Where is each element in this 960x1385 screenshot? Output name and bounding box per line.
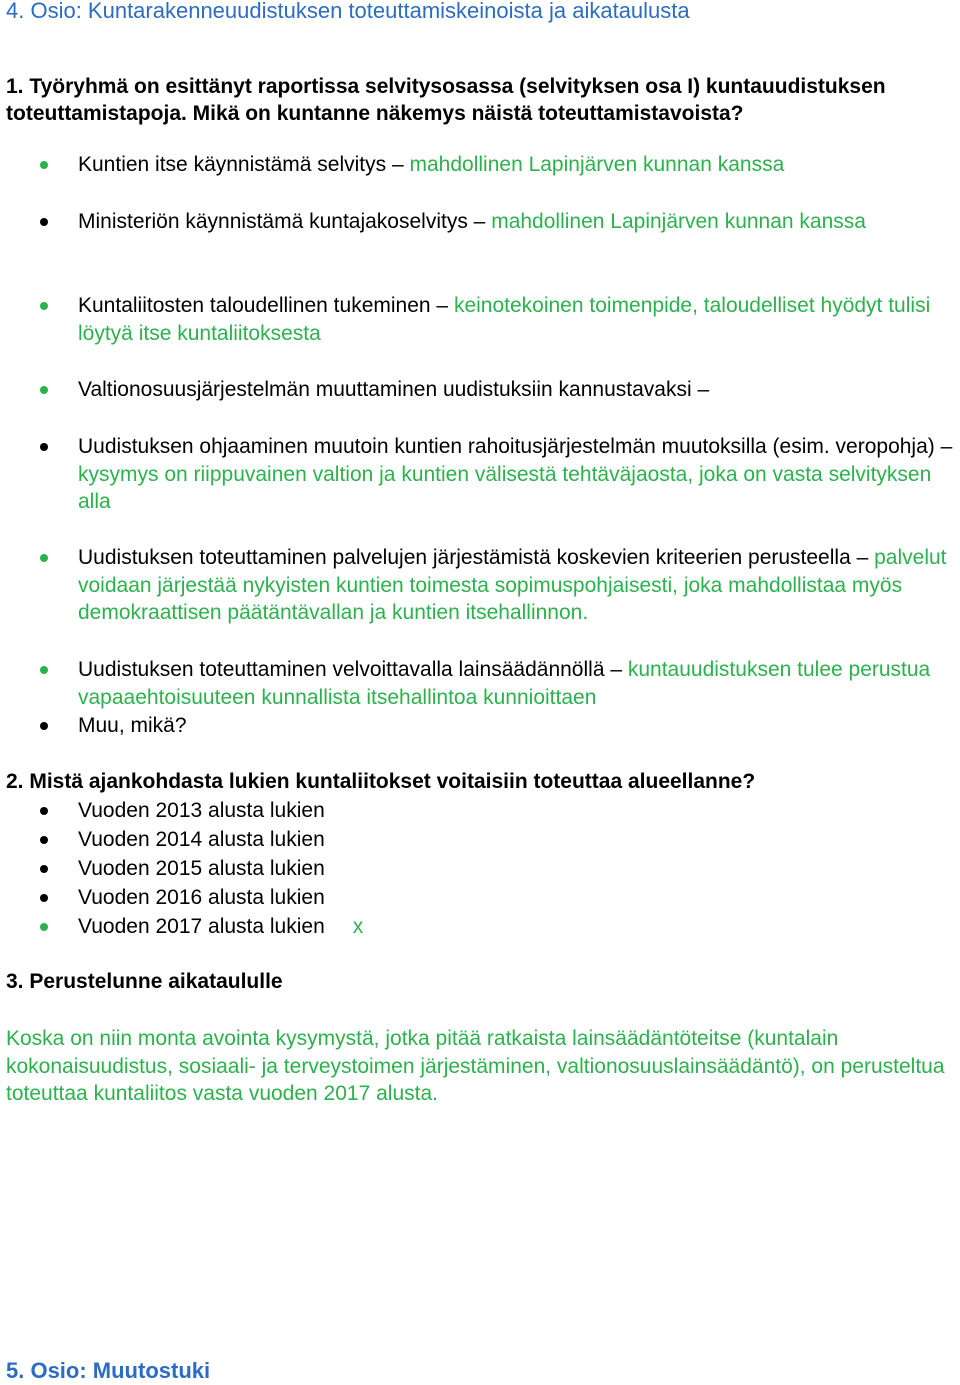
bullet-icon — [40, 302, 48, 310]
bullet-icon — [40, 554, 48, 562]
bullet-icon — [40, 807, 48, 815]
question-2-option-text — [78, 884, 960, 912]
section-4-title: 4. Osio: Kuntarakenneuudistuksen toteuttamiskeinoista ja aikataulusta — [6, 0, 690, 23]
option-separator: – — [604, 658, 628, 681]
question-1-option-text — [78, 292, 960, 347]
option-separator: – — [934, 435, 953, 458]
option-label: Kuntaliitosten taloudellinen tukeminen — [78, 294, 431, 317]
option-answer: keinotekoinen toimenpide, taloudelliset hyödyt tulisi löytyä itse kuntaliitoksesta — [78, 294, 931, 345]
option-label: Vuoden 2014 alusta lukien — [78, 828, 325, 851]
bullet-icon — [40, 666, 48, 674]
option-label: Valtionosuusjärjestelmän muuttaminen uudistuksiin kannustavaksi — [78, 378, 692, 401]
option-label: Vuoden 2017 alusta lukien — [78, 915, 325, 938]
option-separator: – — [386, 153, 410, 176]
option-answer: mahdollinen Lapinjärven kunnan kanssa — [491, 210, 866, 233]
option-separator: – — [430, 294, 454, 317]
bullet-icon — [40, 722, 48, 730]
option-label: Vuoden 2013 alusta lukien — [78, 799, 325, 822]
question-3-answer: Koska on niin monta avointa kysymystä, jotka pitää ratkaista lainsäädäntöteitse (kuntalain kokonaisuudistus, sosiaali- ja terveystoimen järjestäminen, valtionosuuslainsäädäntö), on perusteltua toteuttaa kuntaliitos vasta vuoden 2017 alusta. — [6, 1027, 945, 1105]
question-3-title: 3. Perustelunne aikataululle — [6, 970, 283, 993]
selected-mark: x — [352, 915, 364, 938]
question-1-option-text — [78, 151, 960, 179]
option-label: Kuntien itse käynnistämä selvitys — [78, 153, 387, 176]
bullet-icon — [40, 894, 48, 902]
question-1-title-line-1: 1. Työryhmä on esittänyt raportissa selvitysosassa (selvityksen osa I) kuntauudistuksen — [6, 75, 886, 98]
option-answer: palvelut voidaan järjestää nykyisten kuntien toimesta sopimuspohjaisesti, joka mahdollistaa myös demokraattisen päätäntävallan ja kuntien itsehallinnon. — [78, 546, 947, 624]
option-answer: mahdollinen Lapinjärven kunnan kanssa — [409, 153, 785, 176]
question-2-option-text — [78, 855, 960, 883]
question-1-option-text — [78, 712, 960, 740]
question-1-option-text — [78, 208, 960, 236]
section-5-title: 5. Osio: Muutostuki — [6, 1358, 211, 1383]
bullet-icon — [40, 865, 48, 873]
option-answer: kuntauudistuksen tulee perustua vapaaehtoisuuteen kunnallista itsehallintoa kunnioittaen — [78, 658, 931, 709]
option-label: Vuoden 2015 alusta lukien — [78, 857, 325, 880]
option-label: Ministeriön käynnistämä kuntajakoselvitys — [78, 210, 468, 233]
bullet-icon — [40, 161, 48, 169]
question-1-title-line-2: toteuttamistapoja. Mikä on kuntanne näkemys näistä toteuttamistavoista? — [6, 102, 744, 125]
bullet-icon — [40, 923, 48, 931]
option-answer: kysymys on riippuvainen valtion ja kuntien välisestä tehtäväjaosta, joka on vasta selvityksen alla — [78, 462, 932, 513]
bullet-icon — [40, 443, 48, 451]
option-separator: – — [850, 546, 875, 569]
bullet-icon — [40, 218, 48, 226]
bullet-icon — [40, 836, 48, 844]
option-label: Vuoden 2016 alusta lukien — [78, 886, 325, 909]
question-1-option-text — [78, 544, 960, 627]
question-2-option-text — [78, 826, 960, 854]
option-separator: – — [467, 210, 492, 233]
option-label: Uudistuksen toteuttaminen velvoittavalla lainsäädännöllä — [78, 658, 605, 681]
option-label: Uudistuksen toteuttaminen palvelujen järjestämistä koskevien kriteerien perusteella — [78, 546, 851, 569]
option-label: Muu, mikä? — [78, 714, 187, 737]
question-2-option-text — [78, 913, 960, 941]
question-1-option-text — [78, 433, 960, 516]
bullet-icon — [40, 386, 48, 394]
option-separator: – — [691, 378, 710, 401]
question-1-option-text — [78, 376, 960, 404]
option-label: Uudistuksen ohjaaminen muutoin kuntien rahoitusjärjestelmän muutoksilla (esim. veropohja) — [78, 435, 935, 458]
question-1-option-text — [78, 656, 960, 711]
question-2-option-text — [78, 797, 960, 825]
question-2-title: 2. Mistä ajankohdasta lukien kuntaliitokset voitaisiin toteuttaa alueellanne? — [6, 770, 756, 793]
